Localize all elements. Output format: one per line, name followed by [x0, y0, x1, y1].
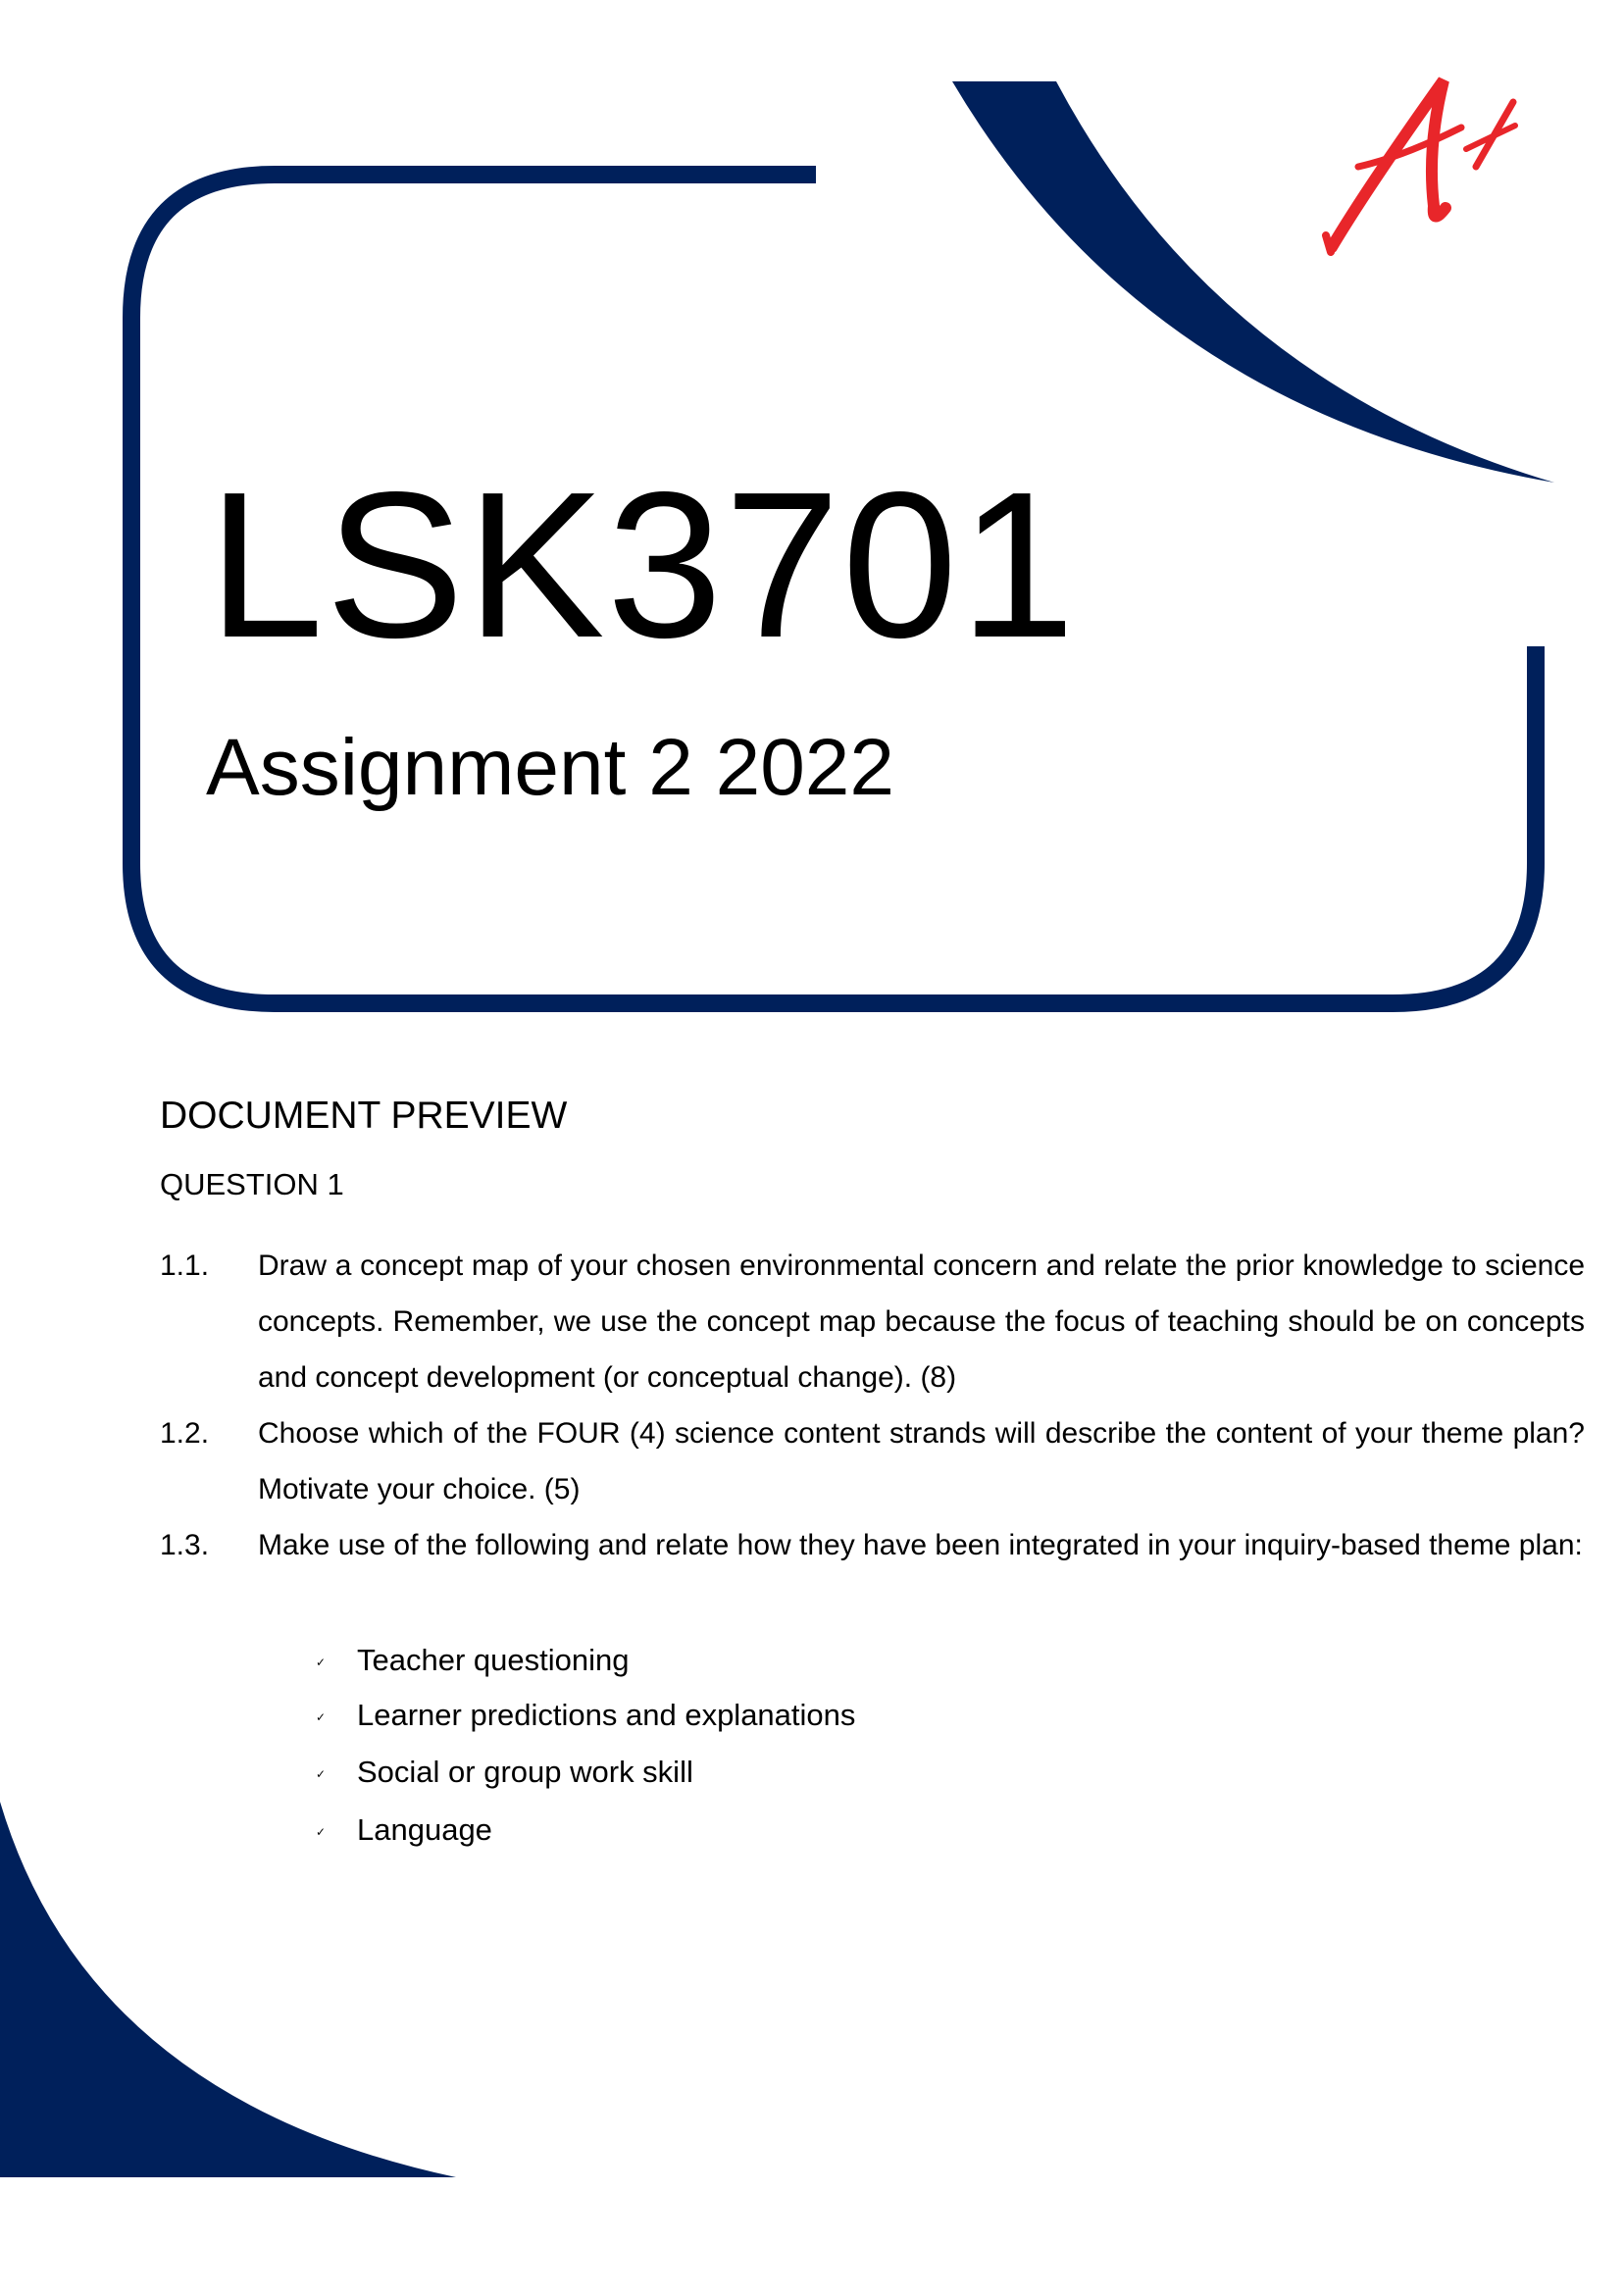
bullet-text: Teacher questioning: [357, 1643, 630, 1677]
course-code: LSK3701: [208, 448, 1078, 681]
bullet-item: [316, 1802, 492, 1861]
bullet-text: Social or group work skill: [357, 1755, 693, 1789]
check-icon: ✓: [316, 1766, 327, 1781]
item-text: Make use of the following and relate how they have been integrated in your inquiry-based theme plan:: [258, 1529, 1583, 1561]
question-item: [160, 1238, 1585, 1405]
check-icon: ✓: [316, 1655, 327, 1669]
a-plus-logo: [1326, 80, 1515, 252]
bullet-text: Language: [357, 1812, 492, 1847]
question-item: [160, 1405, 1585, 1517]
bullet-item: [316, 1632, 629, 1691]
top-right-swoosh: [952, 81, 1554, 483]
assignment-subtitle: Assignment 2 2022: [206, 723, 895, 812]
item-text: Draw a concept map of your chosen environmental concern and relate the prior knowledge to science concepts. Remember, we use the concept map because the focus of teaching should be on concepts and concept development (or conceptual change). (8): [258, 1249, 1585, 1394]
bullet-item: [316, 1687, 855, 1746]
question-title: QUESTION 1: [160, 1167, 344, 1201]
check-icon: ✓: [316, 1824, 327, 1839]
document-preview-heading: DOCUMENT PREVIEW: [160, 1095, 568, 1137]
question-item: [160, 1517, 1585, 1573]
check-icon: ✓: [316, 1709, 327, 1724]
bullet-text: Learner predictions and explanations: [357, 1698, 856, 1732]
item-text: Choose which of the FOUR (4) science content strands will describe the content of your theme plan? Motivate your choice. (5): [258, 1417, 1585, 1505]
bullet-item: [316, 1744, 693, 1803]
item-number: 1.2.: [160, 1417, 210, 1450]
item-number: 1.3.: [160, 1529, 210, 1561]
item-number: 1.1.: [160, 1249, 210, 1282]
